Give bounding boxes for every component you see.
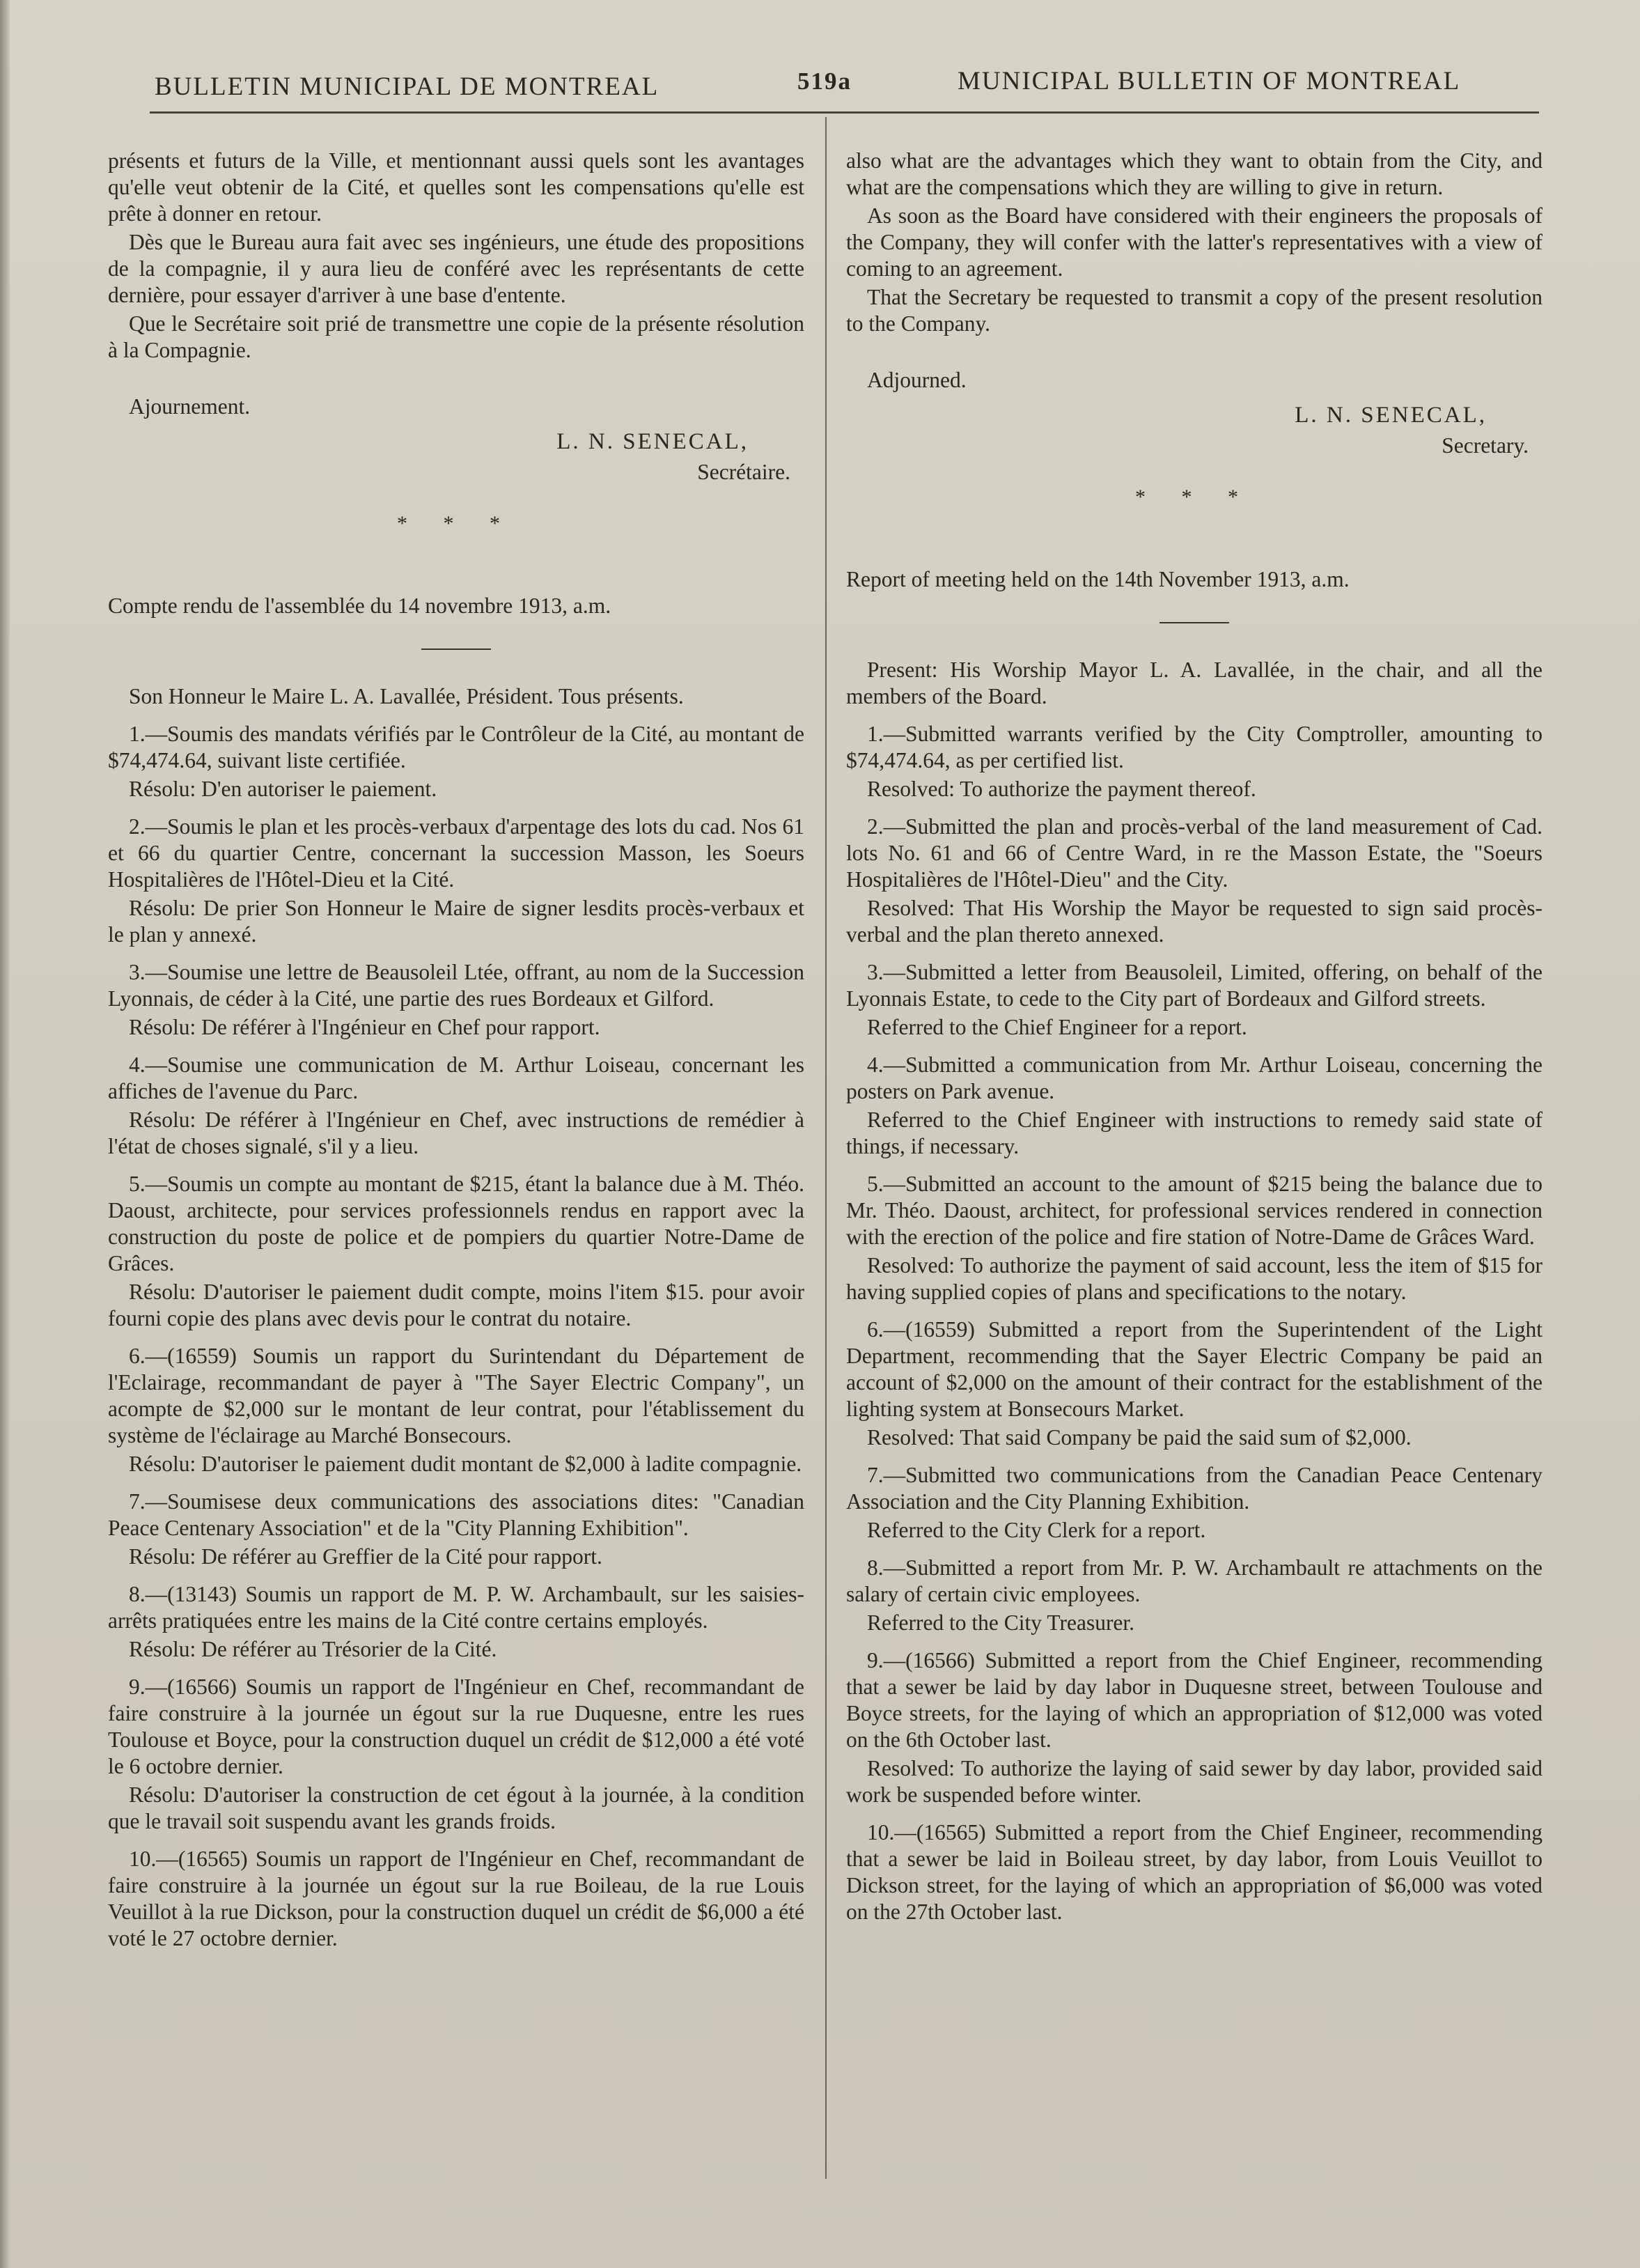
agenda-item: 3.—Soumise une lettre de Beausoleil Ltée, offrant, au nom de la Succession Lyonnais, de céder à la Cité, une partie des rues Bordeaux et Gilford. bbox=[108, 960, 804, 1011]
agenda-item: 1.—Soumis des mandats vérifiés par le Contrôleur de la Cité, au montant de $74,474.64, suivant liste certifiée. bbox=[108, 722, 804, 772]
agenda-item: 8.—Submitted a report from Mr. P. W. Archambault re attachments on the salary of certain civic employees. bbox=[846, 1555, 1543, 1606]
agenda-item: 2.—Submitted the plan and procès-verbal of the land measurement of Cad. lots No. 61 and 66 of Centre Ward, in re the Masson Estate, the "Soeurs Hospitalières de l'Hôtel-Dieu" and the City. bbox=[846, 814, 1543, 892]
agenda-item: 1.—Submitted warrants verified by the City Comptroller, amounting to $74,474.64, as per certified list. bbox=[846, 722, 1543, 772]
resolution: Résolu: D'en autoriser le paiement. bbox=[129, 777, 437, 801]
signature-block bbox=[846, 402, 1543, 459]
resolution: Resolved: To authorize the payment thereof. bbox=[867, 777, 1256, 801]
resolution: Résolu: D'autoriser le paiement dudit compte, moins l'item $15. pour avoir fourni copie des plans avec devis pour le contrat du notaire. bbox=[108, 1280, 804, 1330]
page-number: 519a bbox=[797, 68, 852, 95]
report-title: Compte rendu de l'assemblée du 14 novembre 1913, a.m. bbox=[108, 593, 611, 618]
paragraph: As soon as the Board have considered with their engineers the proposals of the Company, they will confer with the latter's representatives with a view of coming to an agreement. bbox=[846, 203, 1543, 281]
resolution: Resolved: To authorize the laying of said sewer by day labor, provided said work be suspended before winter. bbox=[846, 1756, 1543, 1807]
agenda-item: 6.—(16559) Soumis un rapport du Surintendant du Département de l'Eclairage, recommandant de payer à "The Sayer Electric Company", un acompte de $2,000 sur le montant de leur contrat, pour l'établissement du système de l'éclairage au Marché Bonsecours. bbox=[108, 1344, 804, 1447]
agenda-item: 7.—Soumisese deux communications des associations dites: "Canadian Peace Centenary Association" et de la "City Planning Exhibition". bbox=[108, 1489, 804, 1540]
agenda-item: 9.—(16566) Submitted a report from the Chief Engineer, recommending that a sewer be laid by day labor in Duquesne street, between Toulouse and Boyce streets, for the laying of which an appropriation of $12,000 was voted on the 6th October last. bbox=[846, 1648, 1543, 1752]
agenda-item: 10.—(16565) Soumis un rapport de l'Ingénieur en Chef, recommandant de faire construire à la journée un égout sur la rue Boileau, de la rue Louis Veuillot à la rue Dickson, pour la construction duquel un crédit de $6,000 a été voté le 27 octobre dernier. bbox=[108, 1847, 804, 1950]
french-column bbox=[108, 148, 804, 1954]
agenda-item: 4.—Soumise une communication de M. Arthur Loiseau, concernant les affiches de l'avenue du Parc. bbox=[108, 1053, 804, 1103]
agenda-item: 2.—Soumis le plan et les procès-verbaux d'arpentage des lots du cad. Nos 61 et 66 du quartier Centre, concernant la succession Masson, les Soeurs Hospitalières de l'Hôtel-Dieu et la Cité. bbox=[108, 814, 804, 892]
signature-name: L. N. SENECAL, bbox=[1295, 403, 1487, 428]
agenda-item: 5.—Submitted an account to the amount of $215 being the balance due to Mr. Théo. Daoust, architect, for professional services rendered in connection with the erection of the police and fire station of Notre-Dame de Grâces Ward. bbox=[846, 1172, 1543, 1249]
adjournment: Ajournement. bbox=[129, 394, 251, 419]
resolution: Résolu: D'autoriser le paiement dudit montant de $2,000 à ladite compagnie. bbox=[129, 1452, 802, 1476]
column-divider bbox=[825, 117, 827, 2179]
report-title: Report of meeting held on the 14th November 1913, a.m. bbox=[846, 567, 1350, 591]
english-column bbox=[846, 148, 1543, 1927]
paragraph: That the Secretary be requested to transmit a copy of the present resolution to the Company. bbox=[846, 285, 1543, 336]
header-title-fr: BULLETIN MUNICIPAL DE MONTREAL bbox=[155, 72, 659, 101]
section-separator: * * * bbox=[397, 512, 515, 535]
signature-block bbox=[108, 428, 804, 486]
signature-title: Secretary. bbox=[1442, 433, 1529, 458]
agenda-item: 10.—(16565) Submitted a report from the Chief Engineer, recommending that a sewer be laid in Boileau street, by day labor, from Louis Veuillot to Dickson street, for the laying of which an appropriation of $6,000 was voted on the 27th October last. bbox=[846, 1820, 1543, 1924]
section-separator: * * * bbox=[1135, 486, 1254, 508]
short-rule bbox=[1159, 622, 1229, 623]
resolution: Resolved: That His Worship the Mayor be requested to sign said procès-verbal and the plan thereto annexed. bbox=[846, 896, 1543, 947]
resolution: Résolu: De prier Son Honneur le Maire de signer lesdits procès-verbaux et le plan y annexé. bbox=[108, 896, 804, 947]
agenda-item: 6.—(16559) Submitted a report from the Superintendent of the Light Department, recommending that the Sayer Electric Company be paid an account of $2,000 on the amount of their contract for the establishment of the lighting system at Bonsecours Market. bbox=[846, 1317, 1543, 1421]
agenda-item: 3.—Submitted a letter from Beausoleil, Limited, offering, on behalf of the Lyonnais Estate, to cede to the City part of Bordeaux and Gilford streets. bbox=[846, 960, 1543, 1011]
resolution: Referred to the City Clerk for a report. bbox=[867, 1518, 1206, 1542]
agenda-item: 7.—Submitted two communications from the Canadian Peace Centenary Association and the City Planning Exhibition. bbox=[846, 1463, 1543, 1514]
adjournment: Adjourned. bbox=[867, 368, 967, 392]
resolution: Résolu: De référer à l'Ingénieur en Chef, avec instructions de remédier à l'état de choses signalé, s'il y a lieu. bbox=[108, 1108, 804, 1158]
resolution: Résolu: D'autoriser la construction de cet égout à la journée, à la condition que le travail soit suspendu avant les grands froids. bbox=[108, 1782, 804, 1833]
resolution: Referred to the City Treasurer. bbox=[867, 1610, 1135, 1635]
paragraph: Que le Secrétaire soit prié de transmettre une copie de la présente résolution à la Compagnie. bbox=[108, 311, 804, 362]
signature-name: L. N. SENECAL, bbox=[556, 429, 749, 454]
paragraph: Dès que le Bureau aura fait avec ses ingénieurs, une étude des propositions de la compagnie, il y aura lieu de conféré avec les représentants de cette dernière, pour essayer d'arriver à une base d'entente. bbox=[108, 230, 804, 307]
page-header bbox=[0, 66, 1640, 108]
short-rule bbox=[421, 648, 491, 650]
paragraph: présents et futurs de la Ville, et mentionnant aussi quels sont les avantages qu'elle veut obtenir de la Cité, et quelles sont les compensations qu'elle est prête à donner en retour. bbox=[108, 148, 804, 226]
agenda-item: 9.—(16566) Soumis un rapport de l'Ingénieur en Chef, recommandant de faire construire à la journée un égout sur la rue Duquesne, entre les rues Toulouse et Boyce, pour la construction duquel un crédit de $12,000 a été voté le 6 octobre dernier. bbox=[108, 1675, 804, 1778]
resolution: Résolu: De référer au Greffier de la Cité pour rapport. bbox=[129, 1544, 602, 1569]
page-spine bbox=[0, 0, 10, 2268]
resolution: Résolu: De référer au Trésorier de la Cité. bbox=[129, 1637, 497, 1661]
paragraph: also what are the advantages which they want to obtain from the City, and what are the compensations which they are willing to give in return. bbox=[846, 148, 1543, 199]
resolution: Resolved: That said Company be paid the said sum of $2,000. bbox=[867, 1425, 1412, 1450]
agenda-item: 4.—Submitted a communication from Mr. Arthur Loiseau, concerning the posters on Park avenue. bbox=[846, 1053, 1543, 1103]
attendance: Present: His Worship Mayor L. A. Lavallée, in the chair, and all the members of the Board. bbox=[846, 658, 1543, 708]
resolution: Referred to the Chief Engineer with instructions to remedy said state of things, if necessary. bbox=[846, 1108, 1543, 1158]
signature-title: Secrétaire. bbox=[697, 460, 790, 484]
attendance: Son Honneur le Maire L. A. Lavallée, Président. Tous présents. bbox=[129, 684, 684, 708]
resolution: Referred to the Chief Engineer for a report. bbox=[867, 1015, 1247, 1039]
agenda-item: 8.—(13143) Soumis un rapport de M. P. W. Archambault, sur les saisies-arrêts pratiquées entre les mains de la Cité contre certains employés. bbox=[108, 1582, 804, 1633]
header-title-en: MUNICIPAL BULLETIN OF MONTREAL bbox=[958, 67, 1461, 95]
agenda-item: 5.—Soumis un compte au montant de $215, étant la balance due à M. Théo. Daoust, architecte, pour services professionnels rendus en rapport avec la construction du poste de police et de pompiers du quartier Notre-Dame de Grâces. bbox=[108, 1172, 804, 1275]
resolution: Résolu: De référer à l'Ingénieur en Chef pour rapport. bbox=[129, 1015, 600, 1039]
resolution: Resolved: To authorize the payment of said account, less the item of $15 for having supplied copies of plans and specifications to the notary. bbox=[846, 1253, 1543, 1304]
header-rule bbox=[150, 111, 1539, 114]
